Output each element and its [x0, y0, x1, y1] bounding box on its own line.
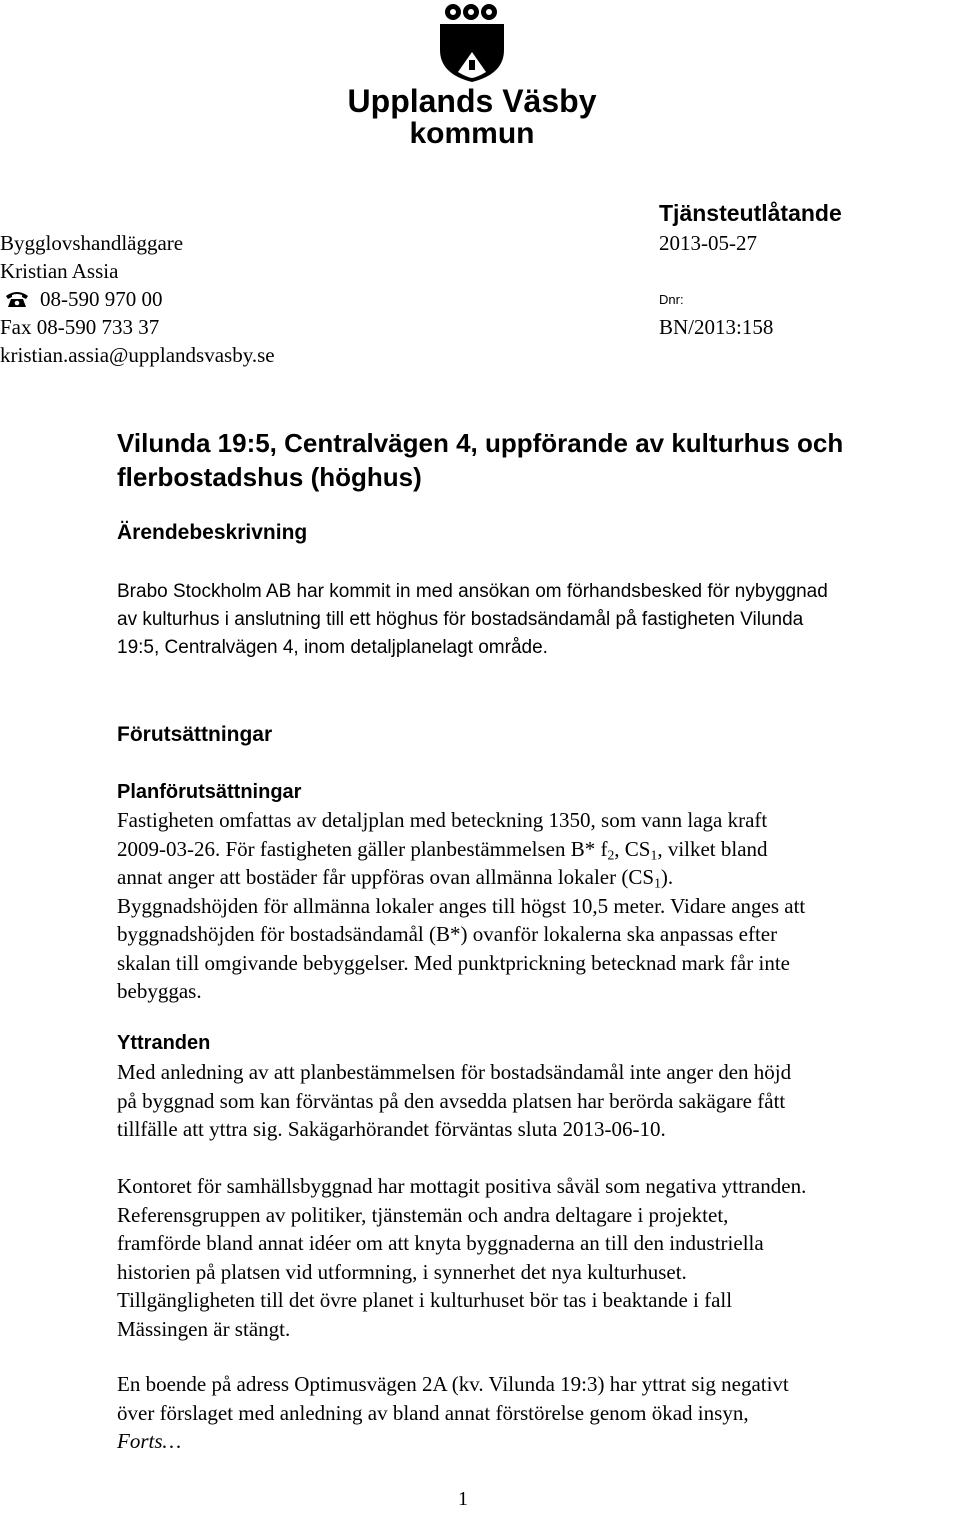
- arende-paragraph: [117, 578, 828, 662]
- text-line: Tillgängligheten till det övre planet i kulturhuset bör tas i beaktande i fall: [117, 1288, 733, 1312]
- plan-paragraph: [117, 806, 805, 1006]
- section-heading-arendebeskrivning: Ärendebeskrivning: [117, 521, 308, 544]
- sender-name: Kristian Assia: [0, 259, 119, 283]
- text-line: annat anger att bostäder får uppföras ovan allmänna lokaler $(CS_1)$.: [117, 865, 674, 891]
- text-line: Referensgruppen av politiker, tjänstemän och andra deltagare i projektet,: [117, 1202, 729, 1227]
- page-number: 1: [458, 1488, 468, 1510]
- sender-phone: 08-590 970 00: [40, 287, 163, 311]
- text-line: historien på platsen vid utformning, i synnerhet det nya kulturhuset.: [117, 1259, 687, 1284]
- title-line-1: Vilunda 19:5, Centralvägen 4, uppförande av kulturhus och: [117, 428, 844, 458]
- coat-of-arms-icon: [347, 0, 597, 152]
- sub-heading-yttranden: Yttranden: [117, 1032, 211, 1054]
- document-date: 2013-05-27: [659, 231, 757, 255]
- sub-heading-planforutsattningar: Planförutsättningar: [117, 781, 302, 803]
- text-line: Byggnadshöjden för allmänna lokaler anges till högst 10,5 meter. Vidare anges att: [117, 893, 806, 918]
- sender-email[interactable]: kristian.assia@upplandsvasby.se: [0, 343, 275, 367]
- sender-role: Bygglovshandläggare: [0, 231, 184, 255]
- text-line: 19:5, Centralvägen 4, inom detaljplanelagt område.: [117, 637, 548, 658]
- text-line: framförde bland annat idéer om att knyta byggnaderna an till den industriella: [117, 1231, 764, 1255]
- text-line: bebyggas.: [117, 979, 202, 1003]
- svg-text:kommun: kommun: [409, 117, 535, 150]
- text-line: Med anledning av att planbestämmelsen för bostadsändamål inte anger den höjd: [117, 1060, 792, 1084]
- text-line: En boende på adress Optimusvägen 2A (kv. Vilunda 19:3) har yttrat sig negativt: [117, 1372, 789, 1396]
- text-line: på byggnad som kan förväntas på den avsedda platsen har berörda sakägare fått: [117, 1088, 786, 1113]
- yttranden-paragraph-2: [117, 1172, 806, 1343]
- dnr-number: BN/2013:158: [659, 315, 774, 339]
- text-line: Kontoret för samhällsbyggnad har mottagit positiva såväl som negativa yttranden.: [117, 1174, 807, 1198]
- text-line: av kulturhus i anslutning till ett höghus för bostadsändamål på fastigheten Vilunda: [117, 609, 804, 630]
- text-line: Brabo Stockholm AB har kommit in med ansökan om förhandsbesked för nybyggnad: [117, 581, 828, 602]
- yttranden-paragraph-3: [117, 1370, 789, 1456]
- section-heading-forutsattningar: Förutsättningar: [117, 723, 273, 746]
- telephone-icon: [4, 287, 30, 305]
- title-line-2: flerbostadshus (höghus): [117, 462, 422, 492]
- page-title: [117, 426, 843, 494]
- continued-marker: Forts…: [117, 1429, 182, 1453]
- text-line: över förslaget med anledning av bland annat förstörelse genom ökad insyn,: [117, 1400, 749, 1425]
- text-line: skalan till omgivande bebyggelser. Med punktprickning betecknad mark får inte: [117, 950, 790, 975]
- text-line: 2009-03-26. För fastigheten gäller planbestämmelsen B* $f_2$, $CS_1$, vilket bland: [117, 836, 768, 862]
- dnr-label: Dnr:: [659, 292, 684, 307]
- text-line: Fastigheten omfattas av detaljplan med beteckning 1350, som vann laga kraft: [117, 808, 768, 832]
- text-line: tillfälle att yttra sig. Sakägarhörandet förväntas sluta 2013-06-10.: [117, 1117, 666, 1141]
- sender-phone-row: [4, 285, 163, 313]
- sender-fax: Fax 08-590 733 37: [0, 315, 160, 339]
- text-line: byggnadshöjden för bostadsändamål (B*) ovanför lokalerna ska anpassas efter: [117, 922, 778, 946]
- document-type: Tjänsteutlåtande: [659, 200, 842, 226]
- yttranden-paragraph-1: [117, 1058, 791, 1144]
- svg-text:Upplands Väsby: Upplands Väsby: [347, 83, 597, 119]
- municipality-logo: [347, 0, 597, 152]
- text-line: Mässingen är stängt.: [117, 1316, 291, 1341]
